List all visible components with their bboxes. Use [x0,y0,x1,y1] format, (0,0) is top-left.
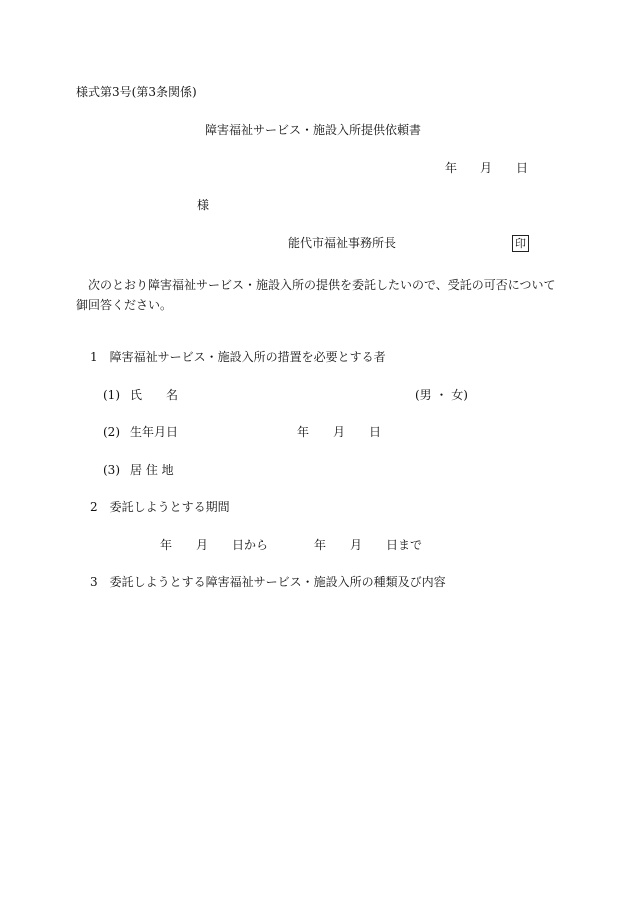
birth-month-label: 月 [333,425,346,439]
date-month-label: 月 [480,161,493,175]
item-birth-label: 生年月日 [130,425,179,439]
section-3-heading: 3 委託しようとする障害福祉サービス・施設入所の種類及び内容 [90,575,446,589]
item-birth-number: (2) [103,425,120,439]
item-address-number: (3) [103,463,120,477]
birth-day-label: 日 [369,425,382,439]
period-from-year: 年 [160,538,173,552]
addressee-suffix: 様 [197,198,210,212]
period-to-day: 日まで [386,538,423,552]
form-number: 様式第3号(第3条関係) [76,85,197,99]
intro-line-1: 次のとおり障害福祉サービス・施設入所の提供を委託したいので、受託の可否について [88,278,556,292]
intro-line-2: 御回答ください。 [76,298,173,312]
intro-paragraph [76,275,566,315]
birth-year-label: 年 [297,425,310,439]
date-day-label: 日 [516,161,529,175]
item-name-number: (1) [103,388,120,402]
document-title: 障害福祉サービス・施設入所提供依頼書 [205,123,422,137]
item-name-label: 氏 名 [130,388,179,402]
period-from-month: 月 [196,538,209,552]
seal-mark: 印 [512,235,529,252]
item-address-label: 居 住 地 [130,463,174,477]
sender-name: 能代市福祉事務所長 [288,236,397,250]
period-to-year: 年 [314,538,327,552]
period-to-month: 月 [350,538,363,552]
period-from-day: 日から [232,538,269,552]
gender-options: (男 ・ 女) [415,388,468,402]
date-year-label: 年 [445,161,458,175]
section-2-heading: 2 委託しようとする期間 [90,500,230,514]
section-1-heading: 1 障害福祉サービス・施設入所の措置を必要とする者 [90,350,386,364]
